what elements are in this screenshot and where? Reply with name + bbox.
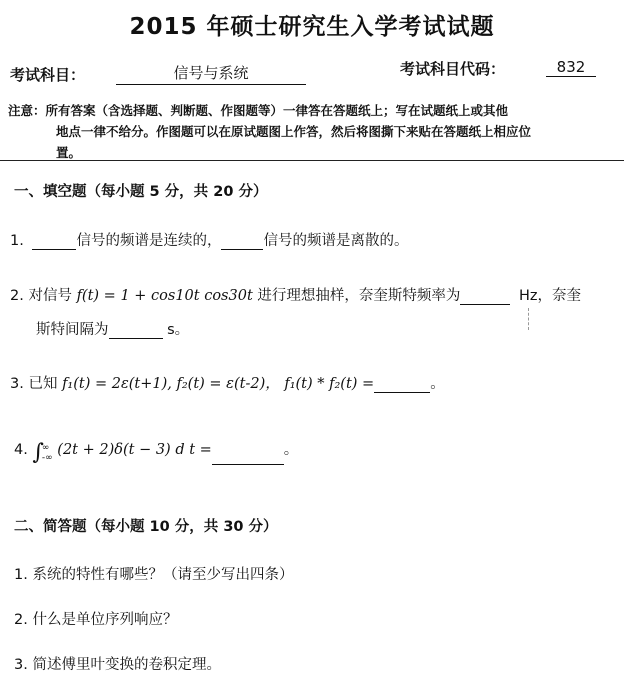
integral-limits xyxy=(42,443,53,463)
integral-sign: ∫ xyxy=(32,440,44,465)
question-2-3: 3. 简述傅里叶变换的卷积定理。 xyxy=(14,657,221,673)
answer-blank[interactable] xyxy=(460,303,510,305)
section-1-heading: 一、填空题（每小题 5 分，共 20 分） xyxy=(14,184,268,200)
question-text: 斯特间隔为 xyxy=(36,322,109,338)
formula: f(t) = 1 + cos10t cos30t xyxy=(76,288,253,304)
answer-blank[interactable] xyxy=(221,248,263,250)
formula: f₁(t) = 2ε(t+1), f₂(t) = ε(t-2)， xyxy=(62,376,280,392)
question-1-2 xyxy=(10,284,581,305)
unit-text: s。 xyxy=(167,322,190,338)
question-1-4 xyxy=(14,438,298,465)
answer-blank[interactable] xyxy=(212,463,284,465)
question-text: 进行理想抽样，奈奎斯特频率为 xyxy=(252,288,461,304)
section-2-heading: 二、简答题（每小题 10 分，共 30 分） xyxy=(14,519,278,535)
integral-upper-limit: ∞ xyxy=(41,443,50,453)
question-text: 信号的频谱是离散的。 xyxy=(263,233,409,249)
question-text: 信号的频谱是连续的， xyxy=(76,233,222,249)
subject-code-value: 832 xyxy=(546,58,596,77)
scan-mark xyxy=(528,308,537,330)
formula: f₁(t) * f₂(t) = xyxy=(284,376,375,392)
question-number: 1. xyxy=(10,233,24,249)
answer-blank[interactable] xyxy=(32,248,76,250)
notice-line-2: 地点一律不给分。作图题可以在原试题图上作答，然后将图撕下来贴在答题纸上相应位 xyxy=(56,124,532,139)
question-number: 3. xyxy=(10,376,24,392)
question-2-1: 1. 系统的特性有哪些？（请至少写出四条） xyxy=(14,567,294,583)
question-1-2-continued xyxy=(36,318,189,339)
header-divider xyxy=(0,160,624,161)
question-1-3 xyxy=(10,372,445,393)
question-number: 2. xyxy=(10,288,24,304)
question-text: 。 xyxy=(430,376,445,392)
answer-blank[interactable] xyxy=(109,337,163,339)
answer-blank[interactable] xyxy=(374,391,430,393)
question-text: 已知 xyxy=(28,376,63,392)
subject-value: 信号与系统 xyxy=(116,62,306,85)
subject-label: 考试科目： xyxy=(10,66,86,84)
question-text: 。 xyxy=(283,442,299,458)
notice-line-3: 置。 xyxy=(56,145,82,160)
subject-code-label: 考试科目代码： xyxy=(400,60,506,78)
exam-title: 2015 年硕士研究生入学考试试题 xyxy=(129,14,495,40)
notice-line-1: 注意：所有答案（含选择题、判断题、作图题等）一律答在答题纸上；写在试题纸上或其他 xyxy=(8,103,509,118)
question-number: 4. xyxy=(14,442,28,458)
question-text: 对信号 xyxy=(28,288,77,304)
unit-text: Hz，奈奎 xyxy=(519,288,582,304)
formula: (2t + 2)δ(t − 3) d t = xyxy=(57,442,212,458)
subject-row xyxy=(10,58,614,86)
exam-notice xyxy=(8,100,616,163)
question-2-2: 2. 什么是单位序列响应？ xyxy=(14,612,178,628)
question-1-1 xyxy=(10,229,408,250)
integral-lower-limit: -∞ xyxy=(41,453,53,463)
